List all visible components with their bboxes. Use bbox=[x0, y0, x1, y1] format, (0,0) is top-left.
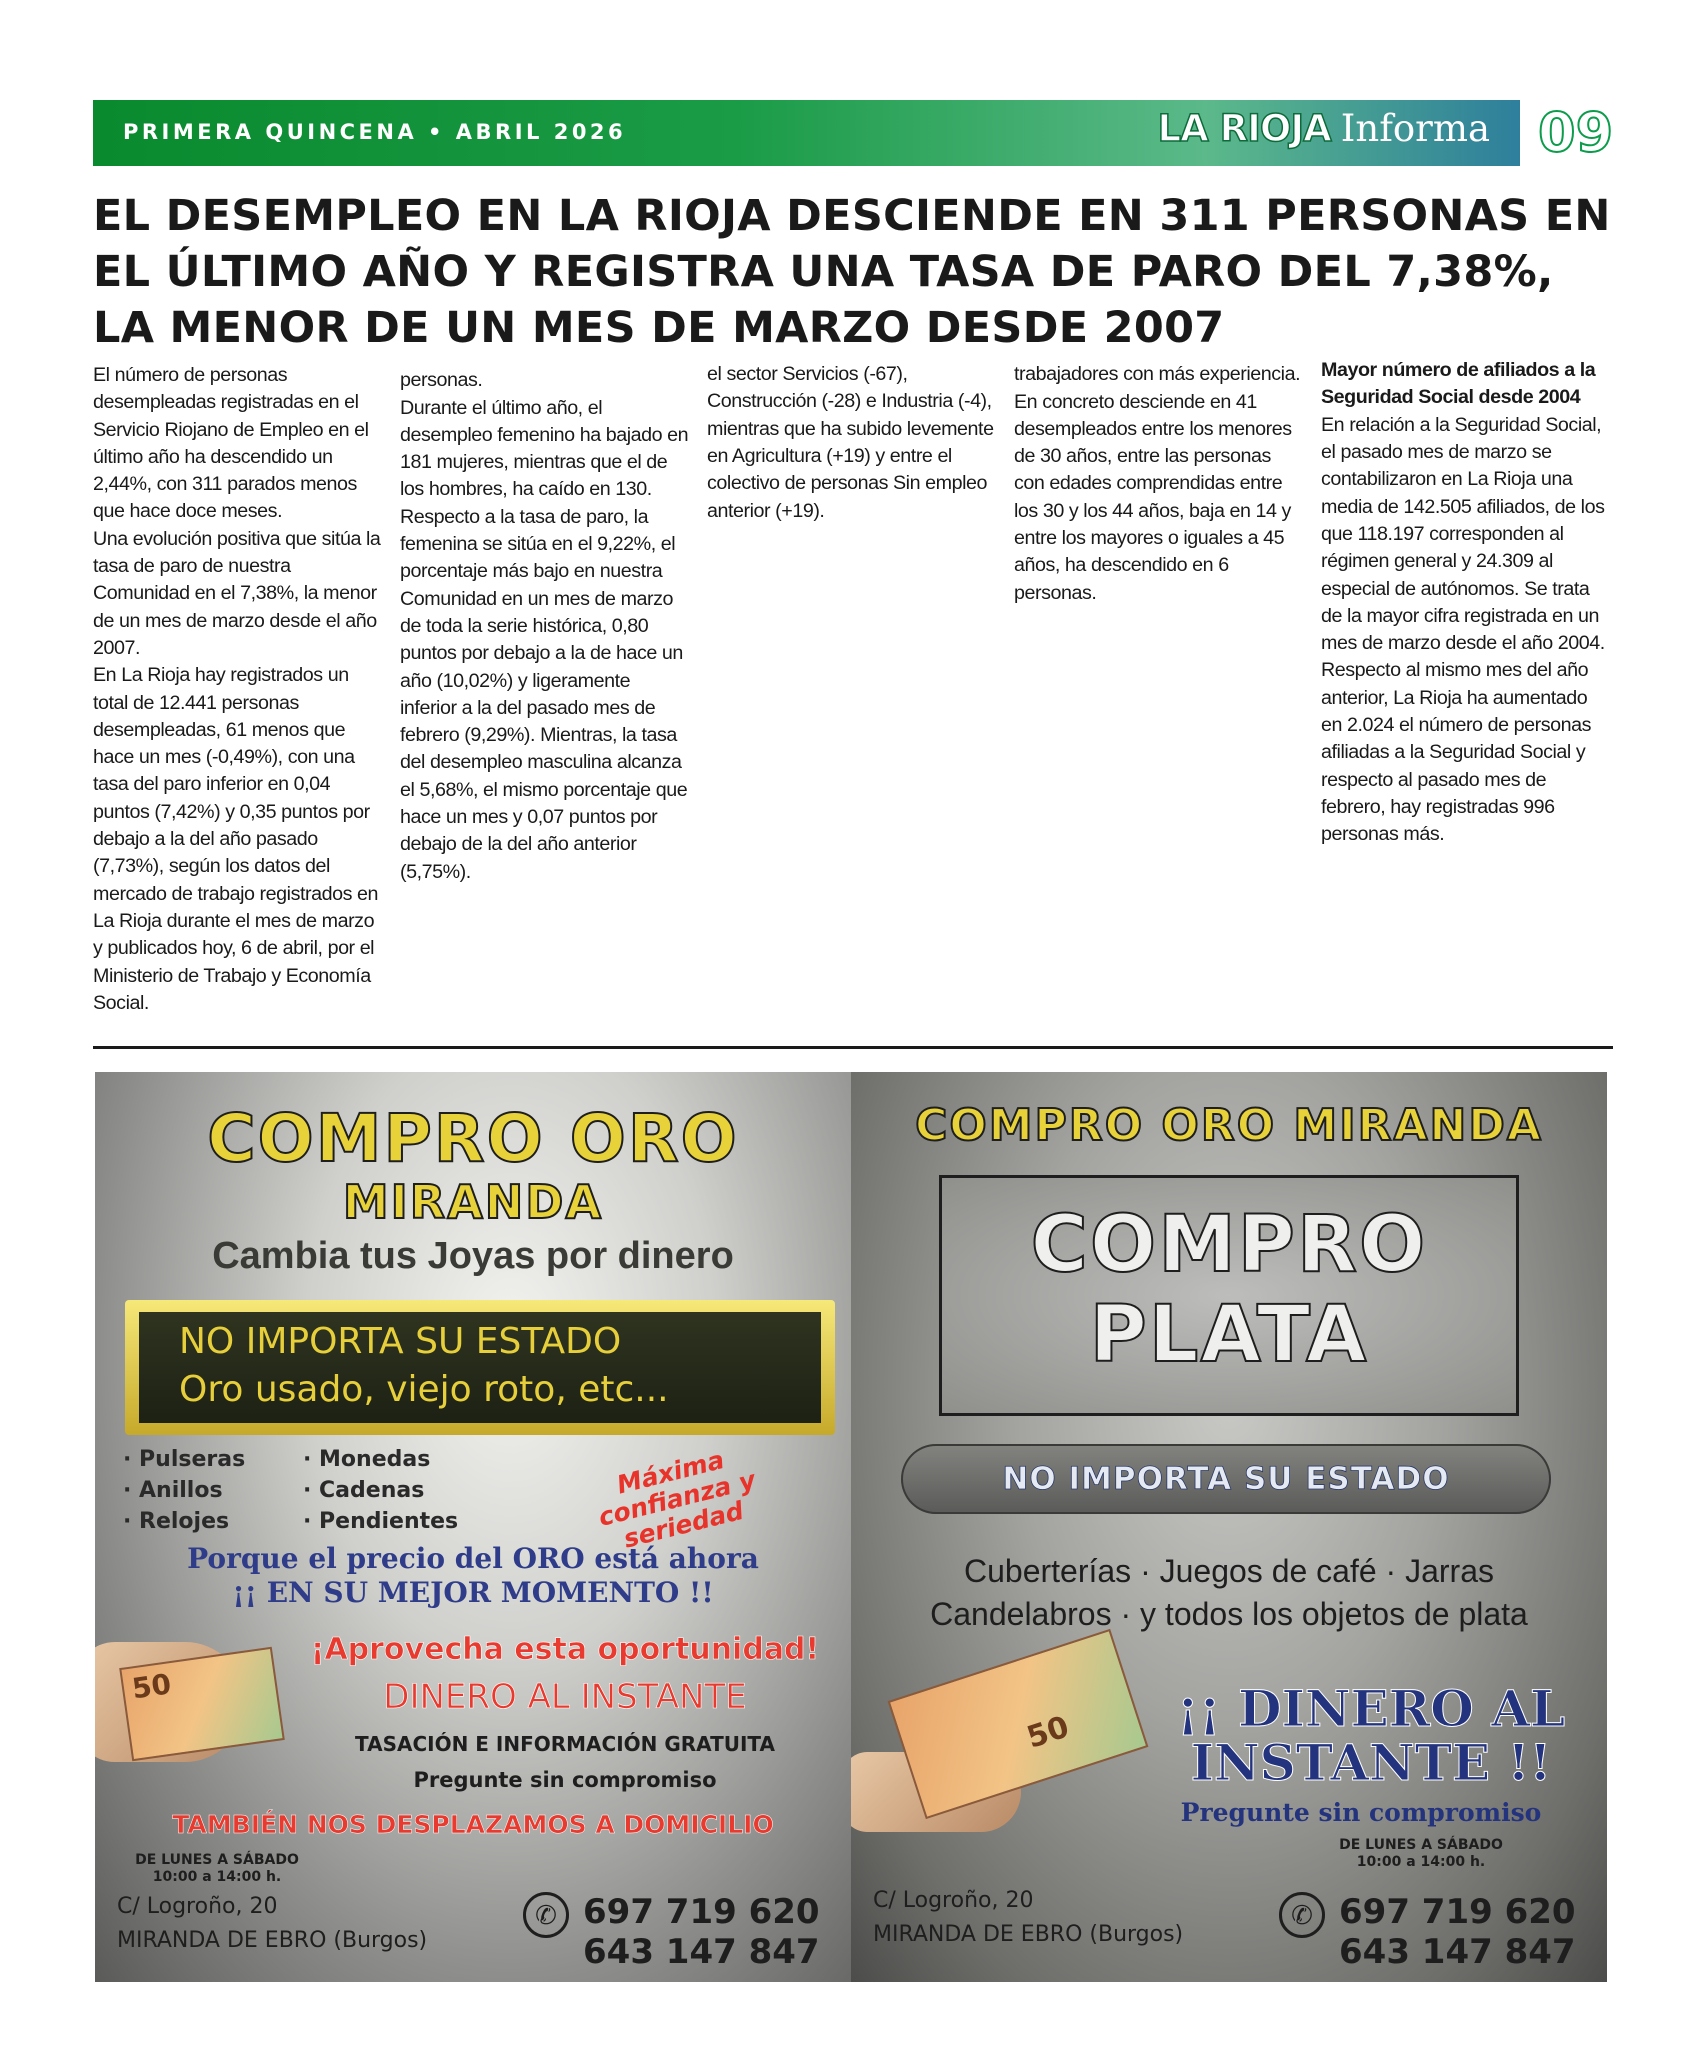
address-line: C/ Logroño, 20 bbox=[117, 1894, 278, 1919]
article-headline: EL DESEMPLEO EN LA RIOJA DESCIENDE EN 311 PERSONAS EN EL ÚLTIMO AÑO Y REGISTRA UNA TASA DE PARO DEL 7,38%, LA MENOR DE UN MES DE MARZO DESDE 2007 bbox=[93, 191, 1611, 353]
hours-line: 10:00 a 14:00 h. bbox=[152, 1869, 282, 1885]
box-line: PLATA bbox=[1089, 1290, 1369, 1380]
ad-panel bbox=[125, 1300, 835, 1435]
address-line: MIRANDA DE EBRO (Burgos) bbox=[117, 1928, 428, 1953]
column-5-flow bbox=[1321, 362, 1611, 848]
article-paragraph: El número de personas desempleadas registradas en el Servicio Riojano de Empleo en el último año ha descendido un 2,44%, con 311 parados menos que hace doce meses. bbox=[93, 364, 369, 523]
phone-numbers bbox=[583, 1892, 820, 1972]
page-number: 09 bbox=[1538, 101, 1614, 164]
phone-numbers bbox=[1339, 1892, 1576, 1972]
list-item: · Anillos bbox=[123, 1475, 245, 1506]
banknote-label: 50 bbox=[129, 1667, 174, 1706]
brand-main: LA RIOJA bbox=[1157, 107, 1331, 150]
ad-subtitle: MIRANDA bbox=[342, 1175, 604, 1229]
advertisements bbox=[95, 1072, 1607, 1982]
ad-headline-box bbox=[939, 1175, 1519, 1416]
phone-icon: ✆ bbox=[1279, 1892, 1325, 1938]
opportunity-text: ¡Aprovecha esta oportunidad! bbox=[310, 1632, 820, 1667]
column-4-flow bbox=[1014, 362, 1304, 607]
phone-number[interactable]: 697 719 620 bbox=[1339, 1892, 1576, 1932]
address bbox=[873, 1884, 1183, 1952]
panel-line: NO IMPORTA SU ESTADO bbox=[179, 1321, 622, 1362]
ask-text: Pregunte sin compromiso bbox=[1180, 1798, 1542, 1827]
hours-line: 10:00 a 14:00 h. bbox=[1356, 1854, 1486, 1870]
instant-cash-text bbox=[1151, 1679, 1591, 1792]
address bbox=[117, 1890, 427, 1958]
article-paragraph: En relación a la Seguridad Social, el pasado mes de marzo se contabilizaron en La Rioja una media de 142.505 afiliados, de los que 118.197 corresponden al régimen general y 24.309 al especial de autónomos. Se trata de la mayor cifra registrada en un mes de marzo desde el año 2004. Respecto al mismo mes del año anterior, La Rioja ha aumentado en 2.024 el número de personas afiliadas a la Seguridad Social y respecto al pasado mes de febrero, hay registradas 996 personas más. bbox=[1321, 413, 1605, 846]
phone-icon: ✆ bbox=[523, 1892, 569, 1938]
banknote-label: 50 bbox=[1022, 1709, 1074, 1756]
opening-hours bbox=[117, 1852, 317, 1886]
list-item: · Relojes bbox=[123, 1506, 245, 1537]
article-column-2 bbox=[400, 362, 690, 1022]
column-2-flow bbox=[400, 362, 690, 886]
trust-stamp: Máxima confianza y seriedad bbox=[595, 1445, 759, 1554]
hours-line: DE LUNES A SÁBADO bbox=[135, 1852, 299, 1868]
article-paragraph: Una evolución positiva que sitúa la tasa de paro de nuestra Comunidad en el 7,38%, la menor de un mes de marzo desde el año 2007. bbox=[93, 527, 381, 659]
list-item: · Pendientes bbox=[303, 1506, 458, 1537]
article-column-1 bbox=[93, 362, 383, 1022]
cash-line: INSTANTE !! bbox=[1190, 1733, 1552, 1792]
phone-number[interactable]: 643 147 847 bbox=[1339, 1932, 1576, 1972]
address-line: MIRANDA DE EBRO (Burgos) bbox=[873, 1922, 1184, 1947]
article-paragraph: Respecto a la tasa de paro, la femenina se sitúa en el 9,22%, el porcentaje más bajo en nuestra Comunidad en un mes de marzo de toda la serie histórica, 0,80 puntos por debajo a la de hace un año (10,02%) y ligeramente inferior a la del pasado mes de febrero (9,29%). Mientras, la tasa del desempleo masculina alcanza el 5,68%, el mismo porcentaje que hace un mes y 0,07 puntos por debajo de la del año anterior (5,75%). bbox=[400, 505, 688, 883]
ad-tagline: Cambia tus Joyas por dinero bbox=[212, 1235, 734, 1277]
ad-title: COMPRO ORO bbox=[207, 1100, 739, 1177]
items-text bbox=[851, 1550, 1607, 1636]
header-bar bbox=[93, 100, 1520, 166]
panel-line: Oro usado, viejo roto, etc... bbox=[179, 1369, 669, 1410]
promo-text bbox=[95, 1542, 851, 1610]
ad-title: COMPRO ORO MIRANDA bbox=[915, 1100, 1543, 1151]
items-list-1 bbox=[123, 1444, 245, 1537]
instant-cash-text: DINERO AL INSTANTE bbox=[383, 1677, 747, 1717]
article-paragraph: En La Rioja hay registrados un total de 12.441 personas desempleadas, 61 menos que hace un mes (-0,49%), con una tasa del paro inferior en 0,04 puntos (7,42%) y 0,35 puntos por debajo a la del año pasado (7,73%), según los datos del mercado de trabajo registrados en La Rioja durante el mes de marzo y publicados hoy, 6 de abril, por el Ministerio de Trabajo y Economía Social. bbox=[93, 664, 379, 1014]
banknotes-illustration bbox=[119, 1647, 285, 1762]
section-divider bbox=[93, 1046, 1613, 1049]
promo-line: Porque el precio del ORO está ahora bbox=[187, 1542, 759, 1575]
appraisal-text: TASACIÓN E INFORMACIÓN GRATUITA bbox=[355, 1732, 775, 1756]
ad-compro-plata bbox=[851, 1072, 1607, 1982]
condition-banner: NO IMPORTA SU ESTADO bbox=[901, 1444, 1551, 1514]
home-visit-text: TAMBIÉN NOS DESPLAZAMOS A DOMICILIO bbox=[172, 1810, 774, 1839]
address-line: C/ Logroño, 20 bbox=[873, 1888, 1034, 1913]
promo-line: ¡¡ EN SU MEJOR MOMENTO !! bbox=[232, 1576, 714, 1609]
article-paragraph: personas. bbox=[400, 369, 483, 392]
items-line: Candelabros · y todos los objetos de plata bbox=[930, 1596, 1528, 1632]
section-label: PRIMERA QUINCENA • ABRIL 2026 bbox=[123, 120, 627, 144]
opening-hours bbox=[1301, 1837, 1541, 1871]
article-column-4 bbox=[1014, 362, 1304, 1022]
box-line: COMPRO bbox=[1030, 1200, 1428, 1290]
list-item: · Monedas bbox=[303, 1444, 458, 1475]
ad-panel-inner bbox=[139, 1312, 821, 1423]
hours-line: DE LUNES A SÁBADO bbox=[1339, 1837, 1503, 1853]
items-line: Cuberterías · Juegos de café · Jarras bbox=[963, 1553, 1494, 1589]
article-column-5 bbox=[1321, 362, 1611, 1022]
phone-number[interactable]: 697 719 620 bbox=[583, 1892, 820, 1932]
list-item: · Pulseras bbox=[123, 1444, 245, 1475]
items-list-2 bbox=[303, 1444, 458, 1537]
phone-number[interactable]: 643 147 847 bbox=[583, 1932, 820, 1972]
article-paragraph: Durante el último año, el desempleo femenino ha bajado en 181 mujeres, mientras que el de los hombres, ha caído en 130. bbox=[400, 396, 689, 501]
article-subhead: Mayor número de afiliados a la Seguridad Social desde 2004 bbox=[1321, 362, 1596, 409]
article-paragraph: trabajadores con más experiencia. En concreto desciende en 41 desempleados entre los menores de 30 años, entre las personas con edades comprendidas entre los 30 y los 44 años, baja en 14 y entre los mayores o iguales a 45 años, ha descendido en 6 personas. bbox=[1014, 363, 1301, 604]
list-item: · Cadenas bbox=[303, 1475, 458, 1506]
ask-text: Pregunte sin compromiso bbox=[413, 1768, 717, 1792]
article-column-3 bbox=[707, 362, 997, 1022]
column-3-flow bbox=[707, 362, 997, 525]
ad-compro-oro bbox=[95, 1072, 851, 1982]
article-paragraph: el sector Servicios (-67), Construcción (-28) e Industria (-4), mientras que ha subido levemente en Agricultura (+19) y entre el colectivo de personas Sin empleo anterior (+19). bbox=[707, 363, 994, 522]
brand-logo bbox=[1158, 107, 1490, 150]
cash-line: ¡¡ DINERO AL bbox=[1176, 1679, 1566, 1738]
brand-sub: Informa bbox=[1340, 107, 1490, 150]
